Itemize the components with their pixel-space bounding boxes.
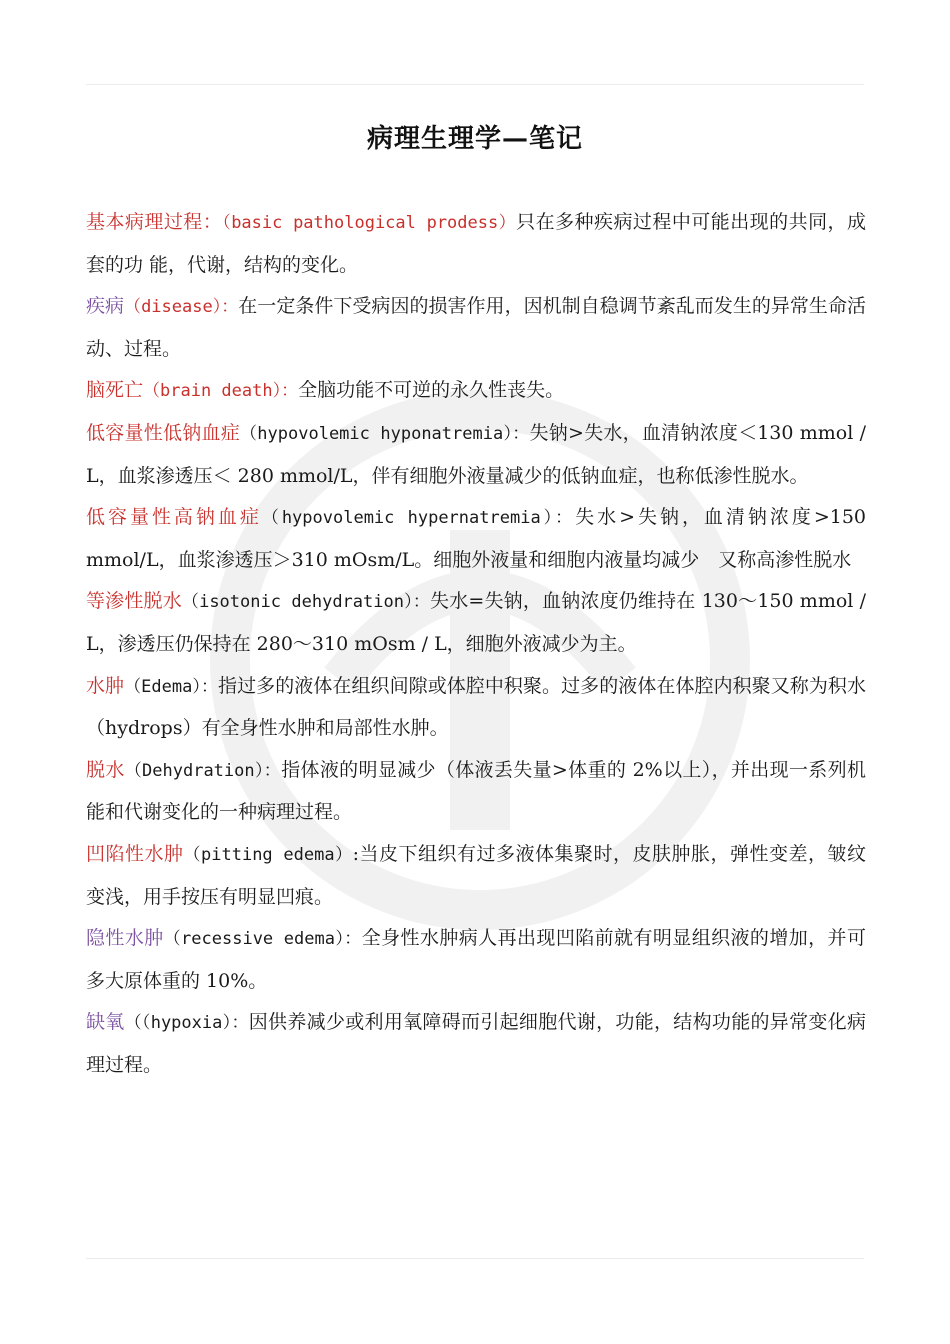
- entry-english: （Dehydration）：: [124, 760, 282, 781]
- entry-definition: :当皮下组织有过多液体集聚时，皮肤肿胀，弹性变差，皱纹变浅，用手按压有明显凹痕。: [86, 842, 866, 908]
- entry-recessive-edema: [86, 918, 866, 1002]
- entry-pitting-edema: [86, 834, 866, 918]
- entry-term: 水肿: [86, 674, 125, 697]
- entry-term: 基本病理过程：: [86, 211, 223, 233]
- header-rule: [86, 84, 864, 85]
- entry-english: （（hypoxia）：: [124, 1013, 249, 1034]
- footer-rule: [86, 1258, 864, 1259]
- entry-english: （recessive edema）：: [163, 929, 362, 950]
- entry-hypovolemic-hypernatremia: [86, 497, 866, 581]
- entry-hypoxia: [86, 1002, 866, 1086]
- entry-definition: 失水>失钠，血清钠浓度>150 mmol/L，血浆渗透压＞310 mOsm/L。细胞外液量和细胞内液量均减少 又称高渗性脱水: [86, 506, 867, 571]
- entry-term: 凹陷性水肿: [86, 842, 184, 865]
- page-title: 病理生理学—笔记: [366, 124, 583, 154]
- entry-definition: 全身性水肿病人再出现凹陷前就有明显组织液的增加，并可多大原体重的 10%。: [86, 927, 866, 992]
- entry-english: （isotonic dehydration）：: [181, 592, 431, 613]
- entry-basic-pathological-process: [86, 202, 866, 286]
- entry-hypovolemic-hyponatremia: [86, 413, 866, 497]
- entry-english: （hypovolemic hypernatremia）：: [261, 508, 576, 529]
- entry-definition: 指过多的液体在组织间隙或体腔中积聚。过多的液体在体腔内积聚又称为积水（hydrops）有全身性水肿和局部性水肿。: [86, 674, 866, 740]
- entry-definition: 失钠>失水，血清钠浓度＜130 mmol / L，血浆渗透压＜ 280 mmol/L，伴有细胞外液量减少的低钠血症，也称低渗性脱水。: [86, 421, 866, 487]
- entry-term: 等渗性脱水: [86, 590, 182, 613]
- entry-english: （pitting edema）: [183, 844, 353, 865]
- notes-body: [86, 202, 866, 1086]
- entry-term: 脑死亡: [86, 379, 144, 402]
- entry-english: （hypovolemic hyponatremia）：: [240, 423, 530, 444]
- entry-definition: 因供养减少或利用氧障碍而引起细胞代谢，功能，结构功能的异常变化病理过程。: [86, 1011, 866, 1076]
- entry-definition: 在一定条件下受病因的损害作用，因机制自稳调节紊乱而发生的异常生命活动、过程。: [86, 295, 866, 360]
- entry-definition: 全脑功能不可逆的永久性丧失。: [298, 379, 565, 402]
- entry-english: （Edema）：: [124, 676, 219, 697]
- entry-term: 疾病: [86, 295, 125, 318]
- entry-brain-death: [86, 370, 866, 413]
- entry-term: 低容量性低钠血症: [86, 421, 241, 444]
- entry-english: （disease）：: [124, 297, 239, 318]
- entry-term: 缺氧: [86, 1011, 125, 1034]
- entry-definition: 失水=失钠，血钠浓度仍维持在 130～150 mmol / L，渗透压仍保持在 280～310 mOsm / L，细胞外液减少为主。: [86, 590, 866, 655]
- entry-term: 脱水: [86, 758, 125, 781]
- entry-term: 低容量性高钠血症: [86, 506, 262, 529]
- entry-english: （brain death）：: [143, 381, 299, 402]
- entry-disease: [86, 286, 866, 370]
- entry-definition: 只在多种疾病过程中可能出现的共同，成套的功 能，代谢，结构的变化。: [86, 211, 866, 276]
- entry-edema: [86, 666, 866, 750]
- entry-term: 隐性水肿: [86, 927, 164, 950]
- entry-english: （basic pathological prodess）: [222, 213, 517, 233]
- entry-dehydration: [86, 750, 866, 834]
- entry-definition: 指体液的明显减少（体液丢失量>体重的 2%以上），并出现一系列机能和代谢变化的一种病理过程。: [86, 758, 866, 824]
- entry-isotonic-dehydration: [86, 581, 866, 665]
